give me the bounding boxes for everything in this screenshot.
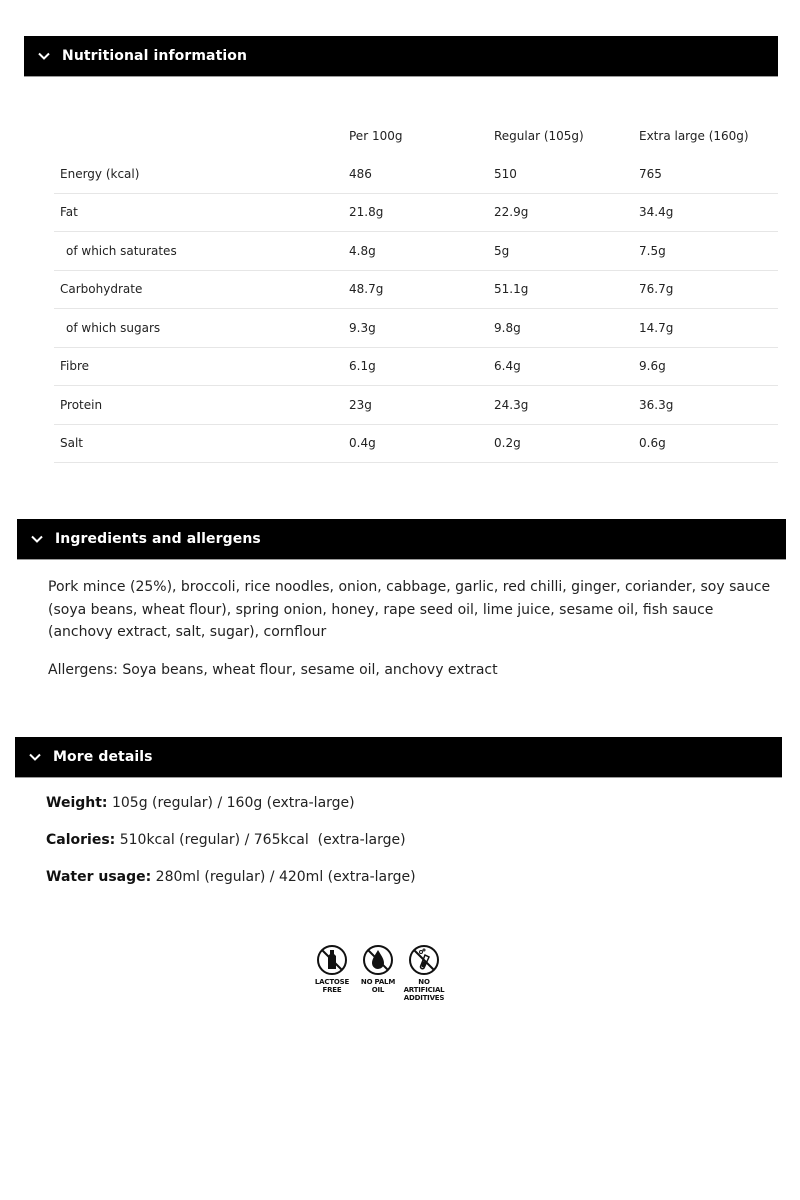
table-row: [54, 194, 778, 233]
detail-water-usage: [46, 869, 416, 885]
detail-label: Water usage:: [46, 869, 152, 885]
table-row: [54, 232, 778, 271]
no-milk-bottle-icon: [316, 944, 348, 976]
per-100g-value: 9.3g: [349, 320, 376, 335]
extra-large-value: 0.6g: [639, 436, 666, 451]
nutrient-label: Carbohydrate: [60, 282, 143, 297]
table-row: [54, 348, 778, 387]
extra-large-value: 14.7g: [639, 320, 674, 335]
badge-label: NO ARTIFICIAL ADDITIVES: [403, 978, 445, 1002]
extra-large-value: 765: [639, 166, 662, 181]
column-header-regular: Regular (105g): [494, 129, 584, 143]
nutrient-label: of which sugars: [66, 320, 161, 335]
detail-value: 510kcal (regular) / 765kcal (extra-large): [115, 832, 406, 848]
regular-value: 510: [494, 166, 517, 181]
regular-value: 0.2g: [494, 436, 521, 451]
dietary-badges: [312, 944, 444, 1002]
per-100g-value: 21.8g: [349, 205, 384, 220]
extra-large-value: 34.4g: [639, 205, 674, 220]
per-100g-value: 6.1g: [349, 359, 376, 374]
badge-label: LACTOSE FREE: [314, 978, 350, 994]
no-palm-oil-drop-icon: [362, 944, 394, 976]
regular-value: 51.1g: [494, 282, 529, 297]
nutrient-label: Protein: [60, 397, 103, 412]
accordion-title: Ingredients and allergens: [55, 531, 261, 547]
table-header-row: [54, 117, 778, 155]
column-header-extra-large: Extra large (160g): [639, 129, 749, 143]
detail-label: Calories:: [46, 832, 116, 848]
more-details-accordion[interactable]: [15, 737, 782, 778]
nutrient-label: Fat: [60, 205, 78, 220]
badge-no-palm-oil: [358, 944, 398, 1002]
ingredients-allergens-accordion[interactable]: [17, 519, 786, 560]
chevron-down-icon: [29, 751, 41, 763]
badge-lactose-free: [312, 944, 352, 1002]
chevron-down-icon: [38, 50, 50, 62]
regular-value: 6.4g: [494, 359, 521, 374]
nutrient-label: Salt: [60, 436, 84, 451]
table-row: [54, 386, 778, 425]
nutritional-information-accordion[interactable]: [24, 36, 778, 77]
extra-large-value: 7.5g: [639, 243, 666, 258]
allergens-list: Allergens: Soya beans, wheat flour, sesame oil, anchovy extract: [48, 662, 498, 678]
badge-label: NO PALM OIL: [360, 978, 396, 994]
regular-value: 22.9g: [494, 205, 529, 220]
nutrient-label: Energy (kcal): [60, 166, 140, 181]
per-100g-value: 0.4g: [349, 436, 376, 451]
regular-value: 9.8g: [494, 320, 521, 335]
detail-weight: [46, 795, 355, 811]
table-row: [54, 155, 778, 194]
nutrition-table: [54, 117, 778, 463]
detail-value: 105g (regular) / 160g (extra-large): [107, 795, 355, 811]
badge-no-artificial-additives: [404, 944, 444, 1002]
per-100g-value: 48.7g: [349, 282, 384, 297]
table-row: [54, 309, 778, 348]
accordion-title: More details: [53, 749, 153, 765]
per-100g-value: 4.8g: [349, 243, 376, 258]
nutrient-label: Fibre: [60, 359, 90, 374]
detail-calories: [46, 832, 406, 848]
ingredients-list: Pork mince (25%), broccoli, rice noodles, onion, cabbage, garlic, red chilli, ginger, coriander, soy sauce (soya beans, wheat flour), spring onion, honey, rape seed oil, lime juice, sesame oil, fish sauce (anchovy extract, salt, sugar), cornflour: [48, 579, 771, 640]
per-100g-value: 23g: [349, 397, 372, 412]
table-row: [54, 271, 778, 310]
nutrient-label: of which saturates: [66, 243, 177, 258]
column-header-per-100g: Per 100g: [349, 129, 403, 143]
detail-label: Weight:: [46, 795, 108, 811]
table-row: [54, 425, 778, 464]
no-test-tube-icon: [408, 944, 440, 976]
extra-large-value: 76.7g: [639, 282, 674, 297]
extra-large-value: 36.3g: [639, 397, 674, 412]
regular-value: 24.3g: [494, 397, 529, 412]
detail-value: 280ml (regular) / 420ml (extra-large): [151, 869, 416, 885]
accordion-title: Nutritional information: [62, 48, 248, 64]
per-100g-value: 486: [349, 166, 372, 181]
regular-value: 5g: [494, 243, 510, 258]
extra-large-value: 9.6g: [639, 359, 666, 374]
chevron-down-icon: [31, 533, 43, 545]
